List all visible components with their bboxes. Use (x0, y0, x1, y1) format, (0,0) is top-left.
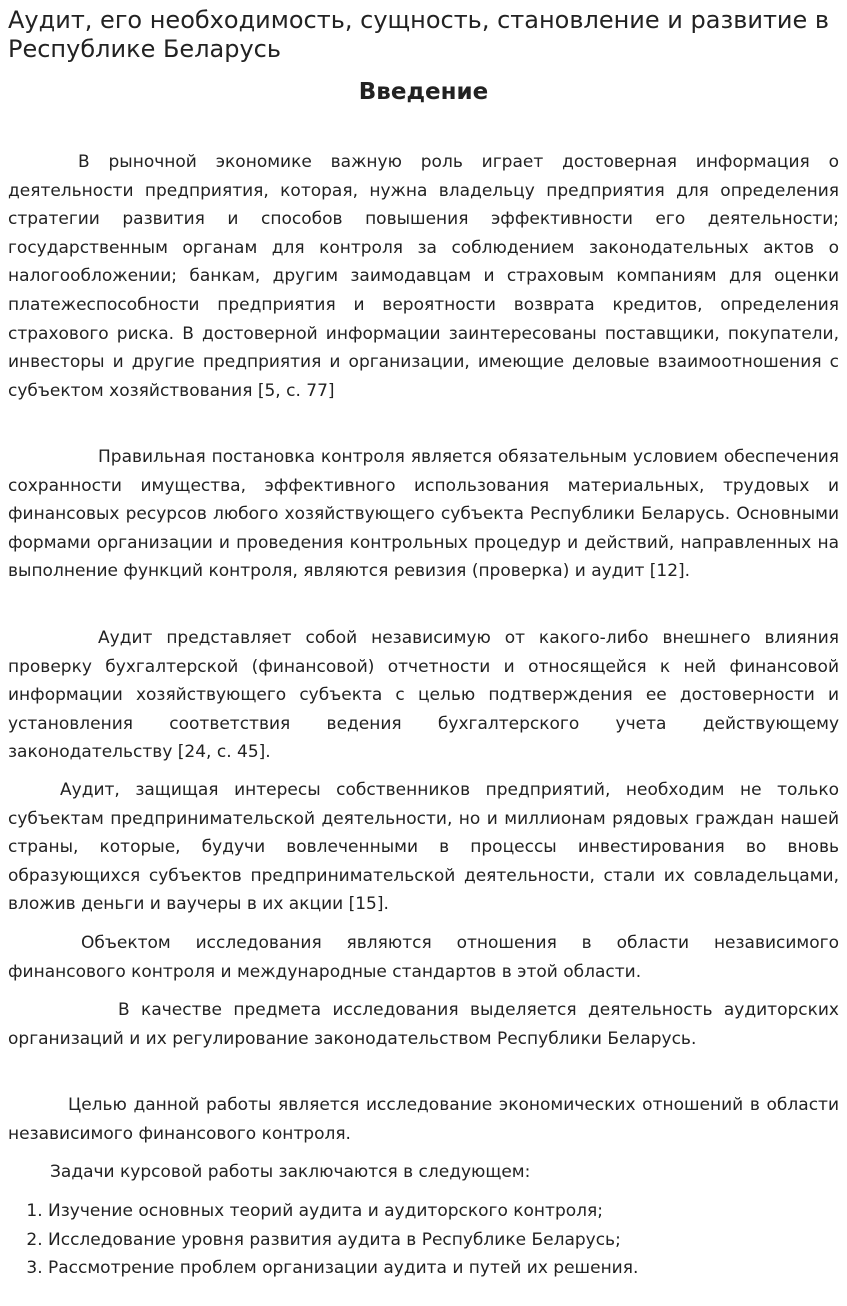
list-item: 2. Исследование уровня развития аудита в Республике Беларусь; (48, 1226, 839, 1255)
list-item: 1. Изучение основных теорий аудита и аудиторского контроля; (48, 1197, 839, 1226)
paragraph-audit-interests: Аудит, защищая интересы собственников предприятий, необходим не только субъектам предпринимательской деятельности, но и миллионам рядовых граждан нашей страны, которые, будучи вовлеченными в процессы инвестирования во вновь образующихся субъектов предпринимательской деятельности, стали их совладельцами, вложив деньги и ваучеры в их акции [15]. (8, 780, 839, 915)
section-heading: Введение (358, 79, 489, 105)
paragraph-audit-definition: Аудит представляет собой независимую от какого-либо внешнего влияния проверку бухгалтерской (финансовой) отчетности и относящейся к ней финансовой информации хозяйствующего субъекта с целью подтверждения ее достоверности и установления соответствия ведения бухгалтерского учета действующему законодательству [24, с. 45]. (8, 628, 839, 763)
tasks-list (8, 1197, 839, 1283)
paragraph-goal: Целью данной работы является исследование экономических отношений в области независимого финансового контроля. (8, 1095, 839, 1144)
paragraph-tasks-intro: Задачи курсовой работы заключаются в следующем: (50, 1162, 531, 1182)
paragraph-subject: В качестве предмета исследования выделяется деятельность аудиторских организаций и их регулирование законодательством Республики Беларусь. (8, 1000, 839, 1049)
document-title: Аудит, его необходимость, сущность, становление и развитие в Республике Беларусь (8, 6, 830, 63)
paragraph-object: Объектом исследования являются отношения в области независимого финансового контроля и международные стандартов в этой области. (8, 933, 839, 982)
paragraph-control: Правильная постановка контроля является обязательным условием обеспечения сохранности имущества, эффективного использования материальных, трудовых и финансовых ресурсов любого хозяйствующего субъекта Республики Беларусь. Основными формами организации и проведения контрольных процедур и действий, направленных на выполнение функций контроля, являются ревизия (проверка) и аудит [12]. (8, 447, 839, 582)
list-item: 3. Рассмотрение проблем организации аудита и путей их решения. (48, 1254, 839, 1283)
paragraph-intro: В рыночной экономике важную роль играет достоверная информация о деятельности предприятия, которая, нужна владельцу предприятия для определения стратегии развития и способов повышения эффективности его деятельности; государственным органам для контроля за соблюдением законодательных актов о налогообложении; банкам, другим заимодавцам и страховым компаниям для оценки платежеспособности предприятия и вероятности возврата кредитов, определения страхового риска. В достоверной информации заинтересованы поставщики, покупатели, инвесторы и другие предприятия и организации, имеющие деловые взаимоотношения с субъектом хозяйствования [5, с. 77] (8, 152, 839, 401)
